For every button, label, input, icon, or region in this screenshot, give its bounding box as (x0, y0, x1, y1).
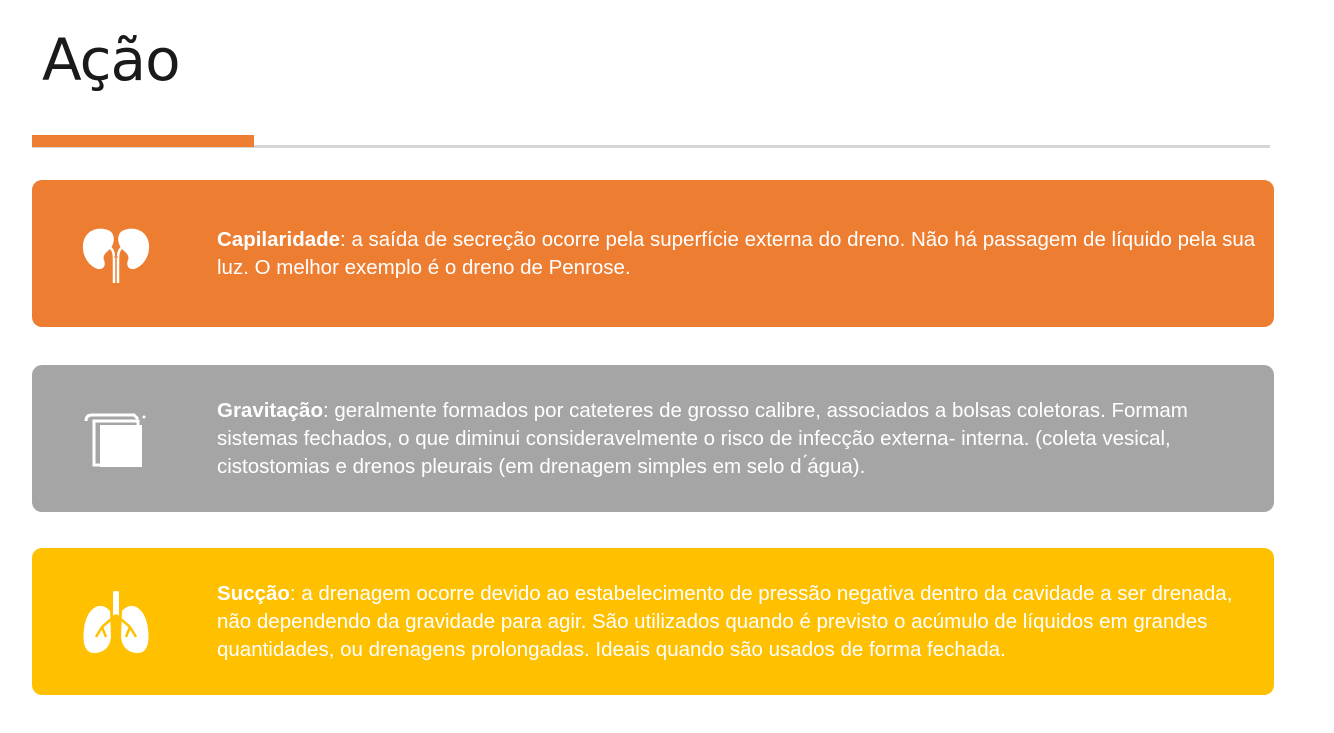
lungs-icon (78, 588, 154, 658)
title-accent-bar (32, 135, 254, 147)
documents-icon (78, 405, 154, 475)
card-description: : a drenagem ocorre devido ao estabelecimento de pressão negativa dentro da cavidade a ser drenada, não dependendo da gravidade para agir. São utilizados quando é previsto o acúmulo de líquidos em grandes quantidades, ou drenagens prolongadas. Ideais quando são usados de forma fechada. (217, 581, 1233, 661)
card-text (217, 397, 1258, 481)
card-term: Capilaridade (217, 227, 341, 251)
card-description: : a saída de secreção ocorre pela superfície externa do dreno. Não há passagem de líquido pela sua luz. O melhor exemplo é o dreno de Penrose. (217, 227, 1256, 279)
card-gravitacao (32, 365, 1274, 512)
card-capilaridade (32, 180, 1274, 327)
card-text (217, 226, 1258, 282)
kidneys-icon (78, 220, 154, 290)
card-description: : geralmente formados por cateteres de grosso calibre, associados a bolsas coletoras. Formam sistemas fechados, o que diminui consideravelmente o risco de infecção externa- interna. (coleta vesical, cistostomias e drenos pleurais (em drenagem simples em selo d ́água). (217, 398, 1188, 478)
card-succao (32, 548, 1274, 695)
card-term: Gravitação (217, 398, 323, 422)
card-term: Sucção (217, 581, 290, 605)
card-text (217, 580, 1258, 664)
page-title: Ação (42, 26, 180, 94)
